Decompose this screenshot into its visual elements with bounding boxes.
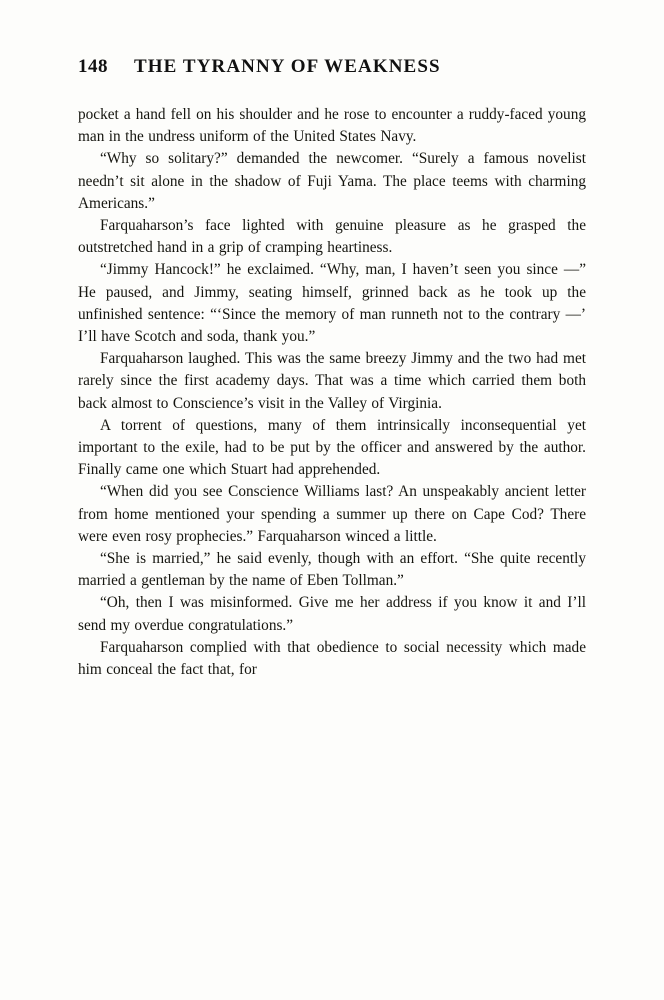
- paragraph: “Oh, then I was misinformed. Give me her address if you know it and I’ll send my overdue congratulations.”: [78, 594, 586, 634]
- paragraph: “Jimmy Hancock!” he exclaimed. “Why, man, I haven’t seen you since —” He paused, and Jimmy, seating himself, grinned back as he took up the unfinished sentence: “‘Since the memory of man runneth not to the contrary —’ I’ll have Scotch and soda, thank you.”: [78, 261, 586, 346]
- paragraph: A torrent of questions, many of them intrinsically inconsequential yet important to the exile, had to be put by the officer and answered by the author. Finally came one which Stuart had apprehended.: [78, 416, 586, 479]
- paragraph: “When did you see Conscience Williams last? An unspeakably ancient letter from home mentioned your spending a summer up there on Cape Cod? There were even rosy prophecies.” Farquaharson winced a little.: [78, 483, 586, 545]
- page-header: [78, 56, 586, 78]
- paragraph: “Why so solitary?” demanded the newcomer. “Surely a famous novelist needn’t sit alone in the shadow of Fuji Yama. The place teems with charming Americans.”: [78, 150, 586, 212]
- paragraph: pocket a hand fell on his shoulder and he rose to encounter a ruddy-faced young man in the undress uniform of the United States Navy.: [78, 106, 586, 146]
- body-text: [78, 104, 586, 681]
- paragraph: Farquaharson laughed. This was the same breezy Jimmy and the two had met rarely since the first academy days. That was a time which carried them both back almost to Conscience’s visit in the Valley of Virginia.: [78, 350, 586, 412]
- paragraph: Farquaharson complied with that obedience to social necessity which made him conceal the fact that, for: [78, 638, 586, 679]
- page-number: 148: [78, 56, 108, 77]
- running-head-title: THE TYRANNY OF WEAKNESS: [134, 56, 441, 77]
- paragraph: Farquaharson’s face lighted with genuine pleasure as he grasped the outstretched hand in a grip of cramping heartiness.: [78, 217, 586, 257]
- paragraph: “She is married,” he said evenly, though with an effort. “She quite recently married a gentleman by the name of Eben Tollman.”: [78, 550, 586, 590]
- page-content: [78, 56, 586, 681]
